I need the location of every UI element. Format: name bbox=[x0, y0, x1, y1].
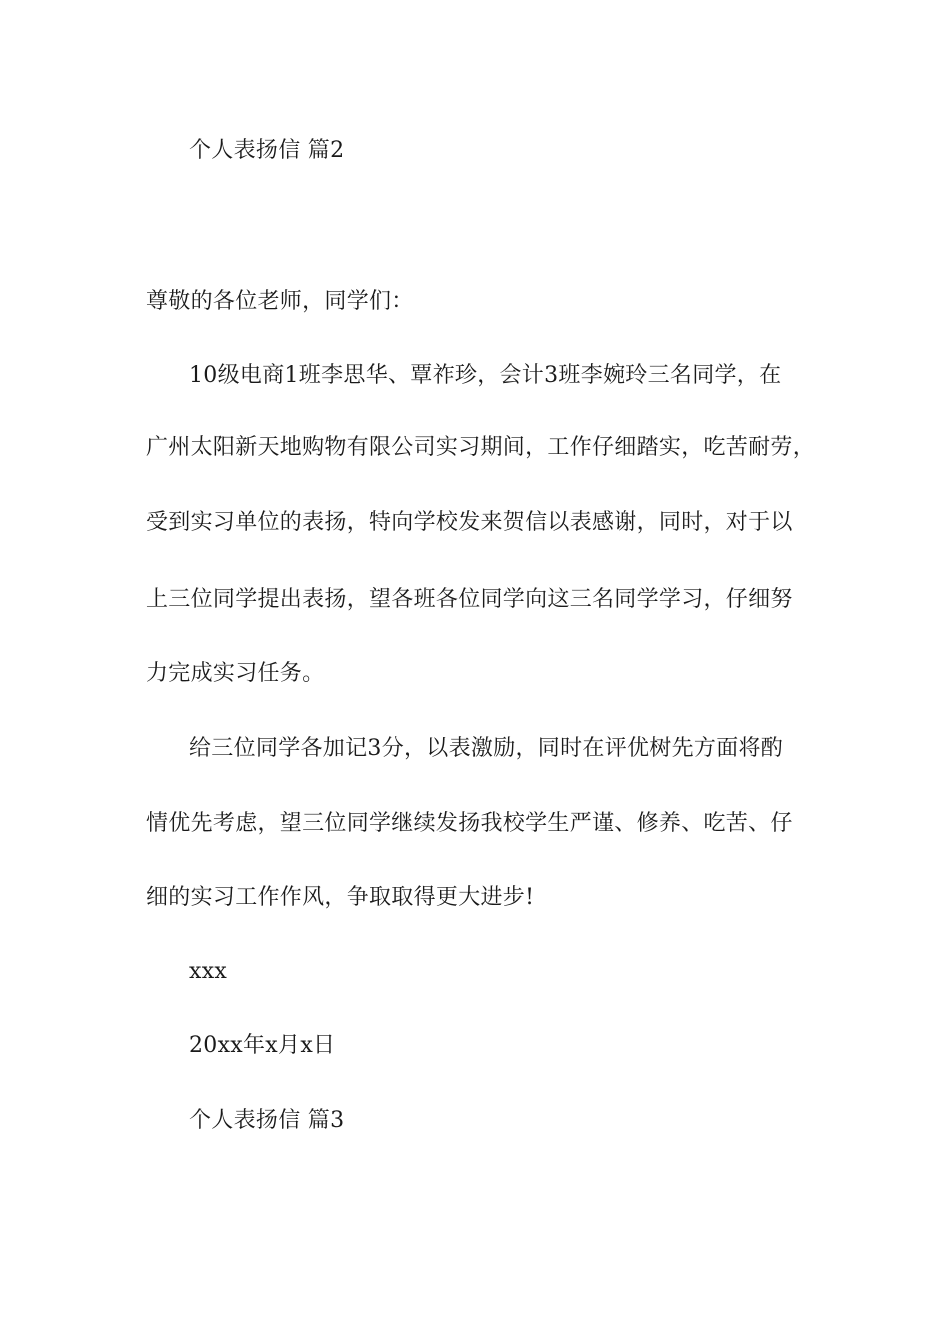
salutation: 尊敬的各位老师，同学们： bbox=[146, 289, 414, 314]
paragraph-line: 上三位同学提出表扬，望各班各位同学向这三名同学学习，仔细努 bbox=[146, 587, 793, 612]
section-heading: 个人表扬信 篇3 bbox=[189, 1108, 345, 1133]
paragraph-line: 10级电商1班李思华、覃祚珍，会计3班李婉玲三名同学，在 bbox=[189, 363, 782, 388]
paragraph-line: 广州太阳新天地购物有限公司实习期间，工作仔细踏实，吃苦耐劳， bbox=[146, 435, 816, 460]
signature: xxx bbox=[189, 959, 228, 984]
date: 20xx年x月x日 bbox=[189, 1033, 336, 1058]
paragraph-line: 受到实习单位的表扬，特向学校发来贺信以表感谢，同时，对于以 bbox=[146, 510, 793, 535]
paragraph-line: 情优先考虑，望三位同学继续发扬我校学生严谨、修养、吃苦、仔 bbox=[146, 811, 793, 836]
paragraph-line: 给三位同学各加记3分，以表激励，同时在评优树先方面将酌 bbox=[189, 736, 784, 761]
paragraph-line: 力完成实习任务。 bbox=[146, 661, 325, 686]
section-heading: 个人表扬信 篇2 bbox=[189, 138, 345, 163]
paragraph-line: 细的实习工作作风，争取取得更大进步! bbox=[146, 885, 535, 910]
